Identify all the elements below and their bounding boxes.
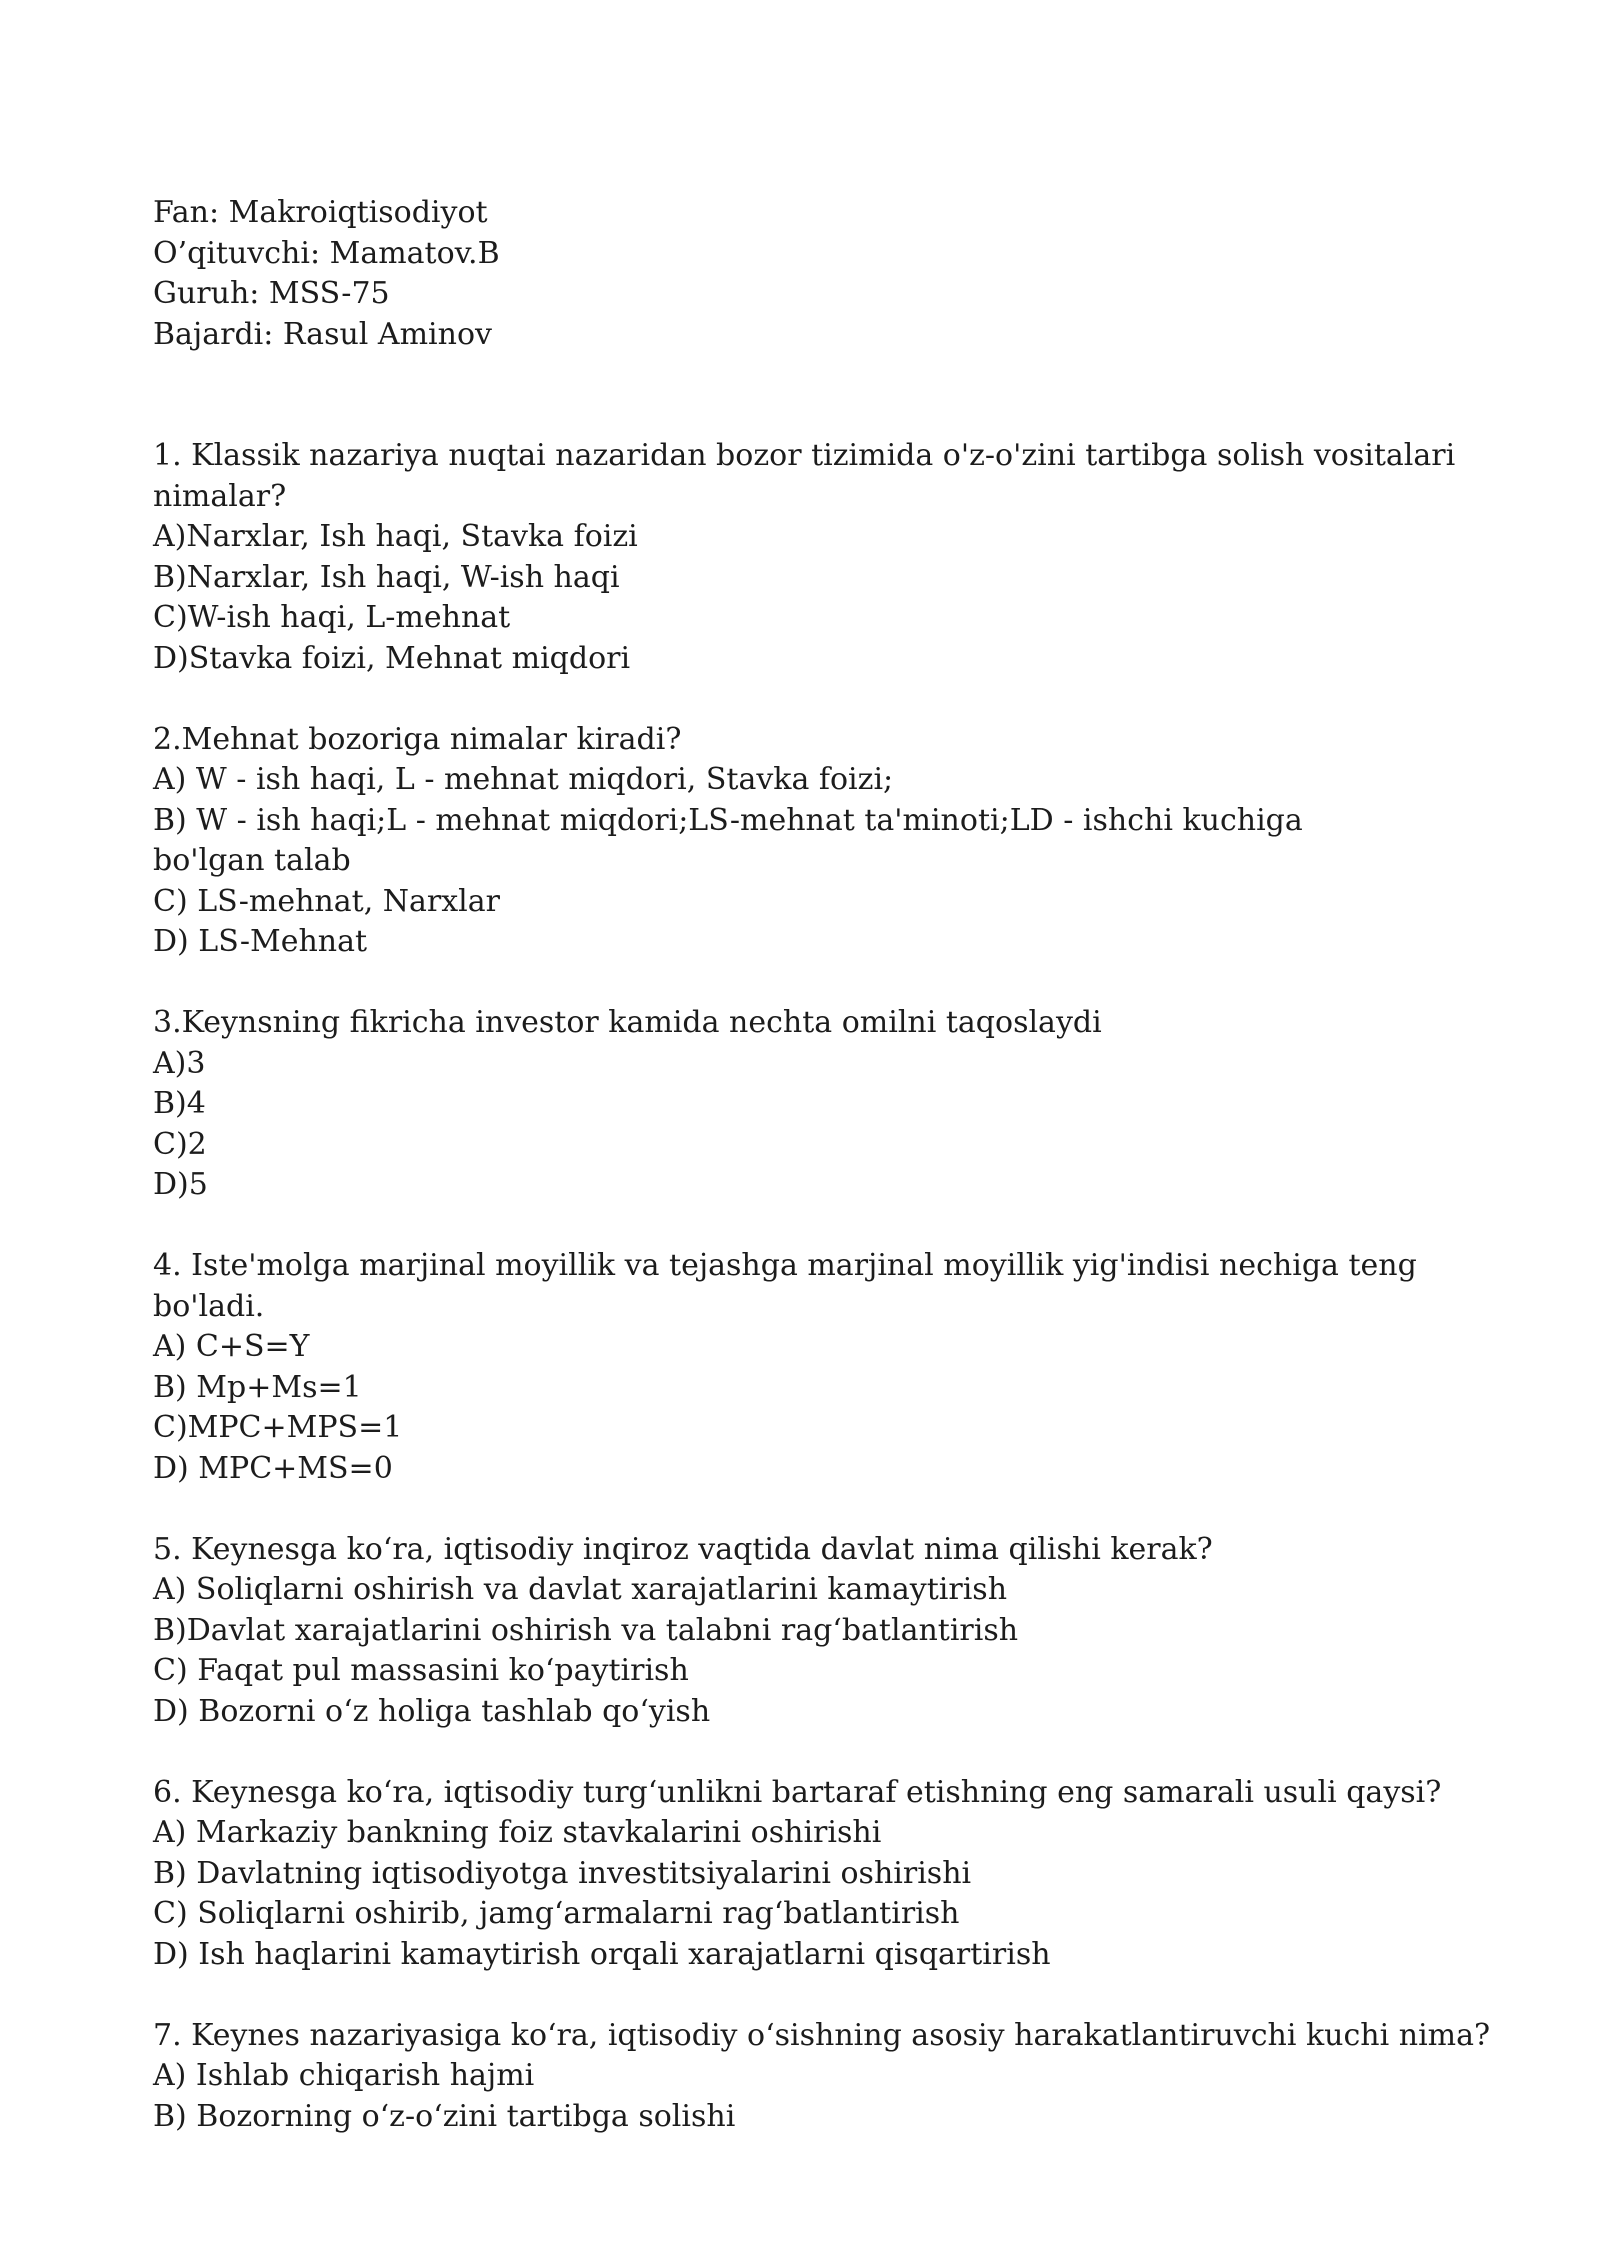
document-header — [153, 193, 1493, 355]
answer-option: D) Bozorni o‘z holiga tashlab qo‘yish — [153, 1693, 711, 1729]
answer-option: B) Bozorning o‘z-o‘zini tartibga solishi — [153, 2098, 736, 2134]
answer-option: A) Markaziy bankning foiz stavkalarini oshirishi — [153, 1815, 882, 1850]
answer-option: A) W - ish haqi, L - mehnat miqdori, Stavka foizi; — [153, 762, 894, 797]
teacher-line: O’qituvchi: Mamatov.B — [153, 235, 500, 271]
answer-option: C)2 — [153, 1126, 207, 1162]
answer-option: B)Davlat xarajatlarini oshirish va talabni rag‘batlantirish — [153, 1612, 1019, 1648]
answer-option: A)3 — [153, 1045, 206, 1081]
question-block — [153, 1773, 1493, 1976]
author-line: Bajardi: Rasul Aminov — [153, 316, 492, 352]
question-text: 3.Keynsning fikricha investor kamida nechta omilni taqoslaydi — [153, 1005, 1102, 1040]
answer-option: C)W-ish haqi, L-mehnat — [153, 600, 511, 635]
answer-option: D)5 — [153, 1167, 208, 1202]
answer-option: D)Stavka foizi, Mehnat miqdori — [153, 640, 631, 676]
answer-option: B)4 — [153, 1086, 206, 1121]
answer-option: D) LS-Mehnat — [153, 924, 368, 959]
question-text: 5. Keynesga ko‘ra, iqtisodiy inqiroz vaqtida davlat nima qilishi kerak? — [153, 1531, 1213, 1567]
answer-option: C) Soliqlarni oshirib, jamg‘armalarni rag‘batlantirish — [153, 1896, 960, 1931]
question-block — [153, 1530, 1493, 1733]
question-block — [153, 720, 1493, 963]
answer-option: B) Mp+Ms=1 — [153, 1369, 362, 1405]
answer-option: B) Davlatning iqtisodiyotga investitsiyalarini oshirishi — [153, 1855, 972, 1891]
document-page — [153, 193, 1493, 2178]
answer-option: C) Faqat pul massasini ko‘paytirish — [153, 1653, 689, 1688]
question-text: 2.Mehnat bozoriga nimalar kiradi? — [153, 721, 682, 757]
question-block — [153, 2016, 1493, 2138]
answer-option: B) W - ish haqi;L - mehnat miqdori;LS-mehnat ta'minoti;LD - ishchi kuchiga — [153, 802, 1303, 838]
answer-option: A) C+S=Y — [153, 1329, 310, 1364]
question-text: 1. Klassik nazariya nuqtai nazaridan bozor tizimida o'z-o'zini tartibga solish vositalari — [153, 438, 1456, 473]
answer-option: D) Ish haqlarini kamaytirish orqali xarajatlarni qisqartirish — [153, 1936, 1051, 1972]
answer-option: D) MPC+MS=0 — [153, 1450, 393, 1486]
answer-option: C) LS-mehnat, Narxlar — [153, 883, 500, 919]
question-text: nimalar? — [153, 478, 287, 514]
question-list — [153, 436, 1493, 2137]
group-line: Guruh: MSS-75 — [153, 276, 390, 311]
answer-option: B)Narxlar, Ish haqi, W-ish haqi — [153, 559, 620, 595]
answer-option: A) Ishlab chiqarish hajmi — [153, 2058, 535, 2093]
answer-option: A) Soliqlarni oshirish va davlat xarajatlarini kamaytirish — [153, 1572, 1008, 1607]
question-block — [153, 1003, 1493, 1206]
answer-option: A)Narxlar, Ish haqi, Stavka foizi — [153, 519, 638, 554]
question-text: 4. Iste'molga marjinal moyillik va tejashga marjinal moyillik yig'indisi nechiga teng bo'ladi. — [153, 1248, 1427, 1324]
subject-line: Fan: Makroiqtisodiyot — [153, 195, 488, 230]
question-block — [153, 1246, 1493, 1489]
answer-option: C)MPC+MPS=1 — [153, 1410, 403, 1445]
question-block — [153, 436, 1493, 679]
answer-option: bo'lgan talab — [153, 843, 351, 878]
question-text: 7. Keynes nazariyasiga ko‘ra, iqtisodiy o‘sishning asosiy harakatlantiruvchi kuchi nima? — [153, 2017, 1491, 2053]
question-text: 6. Keynesga ko‘ra, iqtisodiy turg‘unlikni bartaraf etishning eng samarali usuli qaysi? — [153, 1774, 1442, 1810]
